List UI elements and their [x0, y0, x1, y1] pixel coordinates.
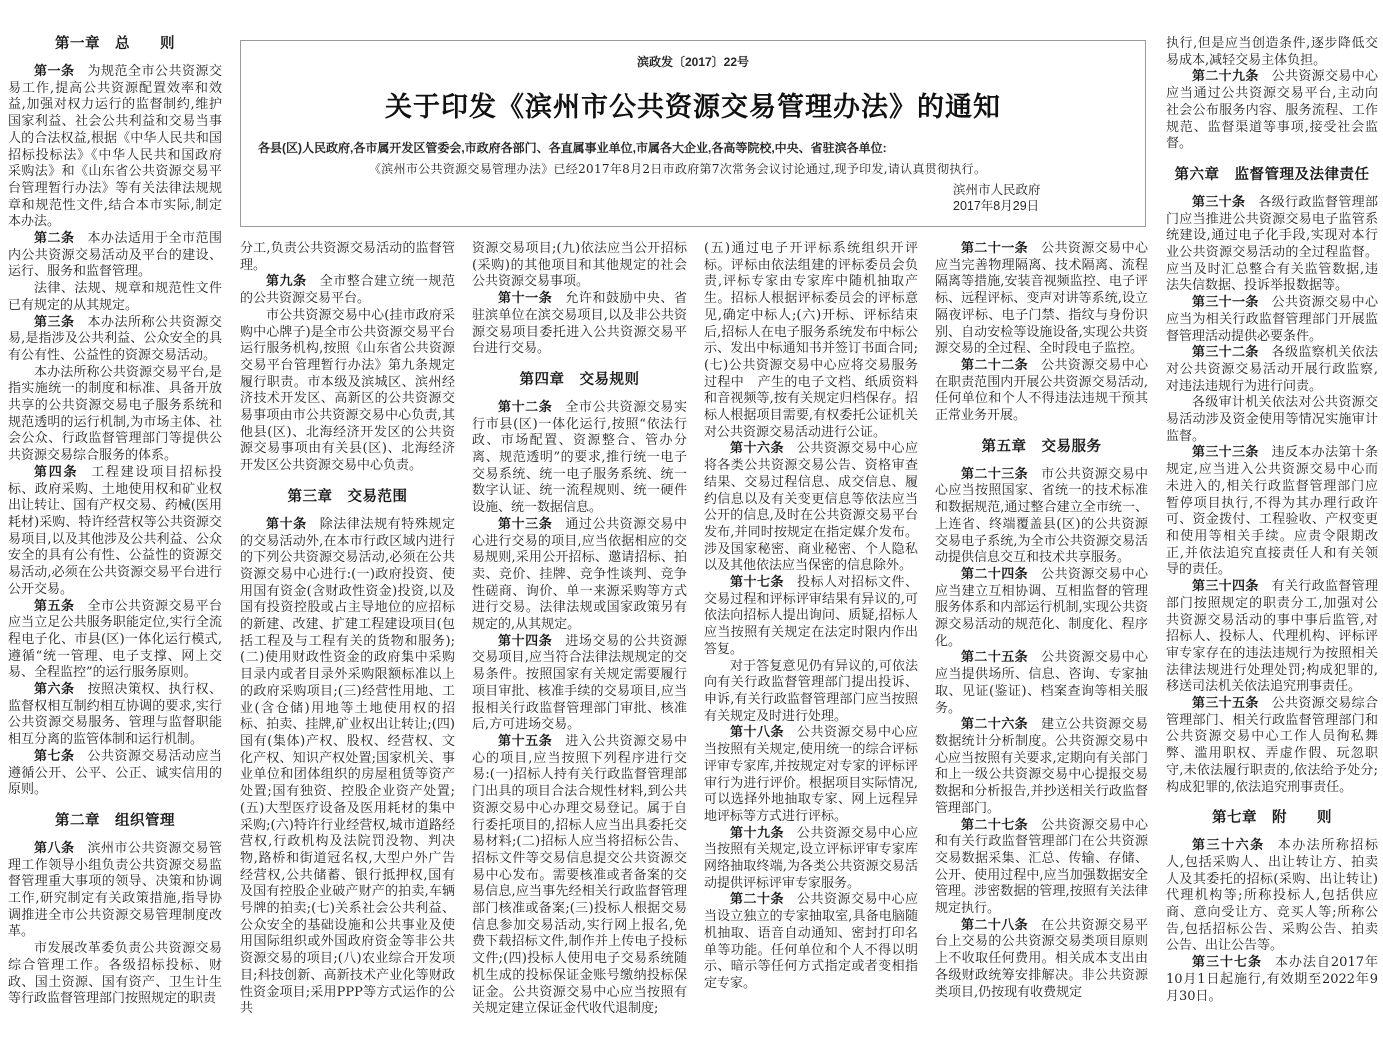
article-number: 第十一条 — [498, 291, 553, 307]
article-number: 第十六条 — [730, 441, 784, 457]
issue-date: 2017年8月29日 — [953, 199, 1040, 213]
article-text: 公共资源交易中心应当提供场所、信息、咨询、专家抽取、见证(鉴证)、档案查询等相关服务。 — [935, 650, 1148, 716]
article-text: 公共资源交易中心应当按照有关规定,使用统一的综合评标评审专家库,并按规定对专家的评标评审行为进行评价。根据项目实际情况,可以选择外地抽取专家、网上远程异地评标等方式进行评标。 — [704, 725, 918, 824]
article-paragraph — [472, 634, 687, 734]
document-number: 滨政发〔2017〕22号 — [636, 55, 750, 69]
article-paragraph — [935, 467, 1148, 567]
article-number: 第三十一条 — [1192, 295, 1259, 311]
text-column-5 — [935, 241, 1148, 1045]
article-paragraph — [472, 734, 687, 1018]
issuing-authority: 滨州市人民政府 — [953, 183, 1041, 197]
article-number: 第三十二条 — [1192, 345, 1259, 361]
article-text: 按照决策权、执行权、监督权相互制约相互协调的要求,实行公共资源交易服务、管理与监督职能相互分离的监管体制和运行机制。 — [8, 682, 222, 748]
article-text: 市公共资源交易中心(挂市政府采购中心牌子)是全市公共资源交易平台运行服务机构,按照《山东省公共资源交易平台管理暂行办法》第九条规定履行职责。市本级及滨城区、滨州经济技术开发区、高新区的公共资源交易事项由市公共资源交易中心负责,其他县(区)、北海经济开发区的公共资源交易事项由有关县(区)、北海经济开发区公共资源交易中心负责。 — [240, 307, 455, 474]
article-paragraph — [8, 841, 222, 941]
article-number: 第七条 — [34, 748, 75, 764]
paragraph — [240, 308, 455, 475]
article-paragraph — [935, 918, 1148, 1002]
article-number: 第二十六条 — [961, 717, 1029, 733]
article-number: 第二十二条 — [961, 357, 1029, 373]
article-text: 本办法所称公共资源交易,是指涉及公共利益、公众安全的具有公有性、公益性的资源交易活动。 — [8, 314, 222, 363]
article-number: 第五条 — [34, 598, 75, 614]
article-number: 第六条 — [34, 682, 75, 698]
article-number: 第八条 — [34, 840, 75, 856]
article-paragraph — [1166, 955, 1378, 1005]
article-number: 第十八条 — [730, 725, 784, 741]
article-text: 进入公共资源交易中心的项目,应当按照下列程序进行交易:(一)招标人持有关行政监督管理部门出具的项目合法合规性材料,到公共资源交易中心办理交易登记。属于自行委托项目的,招标人应当出具委托交易材料;(二)招标人应当将招标公告、招标文件等交易信息提交公共资源交易中心发布。需要核准或者备案的交易信息,应当事先经相关行政监督管理部门核准或备案;(三)投标人根据交易信息参加交易活动,实行网上报名,免费下载招标文件,制作并上传电子投标文件;(四)投标人使用电子交易系统随机生成的投标保证金账号缴纳投标保证金。公共资源交易中心应当按照有关规定建立保证金代收代退制度; — [472, 733, 687, 1017]
article-paragraph — [935, 567, 1148, 651]
article-number: 第二十五条 — [961, 650, 1029, 666]
article-text: 允许和鼓励中央、省驻滨单位在滨交易项目,以及非公共资源交易项目委托进入公共资源交易平台进行交易。 — [472, 291, 687, 357]
article-text: 本办法适用于全市范围内公共资源交易活动及平台的建设、运行、服务和监督管理。 — [8, 231, 222, 280]
article-text: 本办法所称招标人,包括采购人、出让转让方、拍卖人及其委托的招标(采购、出让转让)代理机构等;所称投标人,包括供应商、意向受让方、竞买人等;所称公告,包括招标公告、采购公告、拍卖公告、出让公告等。 — [1166, 838, 1378, 954]
article-text: 本办法自2017年10月1日起施行,有效期至2022年9月30日。 — [1166, 955, 1378, 1004]
article-number: 第三十四条 — [1192, 579, 1259, 595]
article-paragraph — [704, 575, 918, 659]
article-text: 公共资源交易中心和有关行政监督管理部门在公共资源交易数据采集、汇总、传输、存储、公开、使用过程中,应当加强数据安全管理。涉密数据的管理,按照有关法律规定执行。 — [935, 817, 1148, 917]
article-text: 通过公共资源交易中心进行交易的项目,应当依据相应的交易规则,采用公开招标、邀请招标、拍卖、竞价、挂牌、竞争性谈判、竞争性磋商、询价、单一来源采购等方式进行交易。法律法规或国家政策另有规定的,从其规定。 — [472, 516, 687, 633]
article-paragraph — [1166, 195, 1378, 295]
article-number: 第二十七条 — [961, 817, 1029, 833]
paragraph — [8, 281, 222, 314]
chapter-heading: 第五章 交易服务 — [981, 437, 1102, 455]
article-paragraph — [1166, 295, 1378, 345]
article-text: 公共资源交易中心应当完善物理隔离、技术隔离、流程隔离等措施,安装音视频监控、电子评标、远程评标、变声对讲等系统,设立隔夜评标、电子门禁、指纹与身份识别、自动安检等设施设备,实现公共资源交易的全过程、全时段电子监控。 — [935, 241, 1148, 357]
article-number: 第十四条 — [498, 633, 553, 649]
article-number: 第九条 — [266, 274, 307, 290]
continued-paragraph: 分工,负责公共资源交易活动的监督管理。 — [240, 241, 455, 273]
article-number: 第二十八条 — [961, 917, 1029, 933]
article-text: 除法律法规有特殊规定的交易活动外,在本市行政区域内进行的下列公共资源交易活动,必须在公共资源交易中心进行:(一)政府投资、使用国有资金(含财政性资金)投资,以及国有投资控股或占主导地位的应招标的新建、改建、扩建工程建设项目(包括工程及与工程有关的货物和服务);(二)使用财政性资金的政府集中采购目录内或者目录外采购限额标准以上的政府采购项目;(三)经营性用地、工业(含仓储)用地等土地使用权的招标、拍卖、挂牌,矿业权出让转让;(四)国有(集体)产权、股权、经营权、文化产权、知识产权处置;国家机关、事业单位和团体组织的房屋租赁等资产处置;国有独资、控股企业资产处置;(五)大型医疗设备及医用耗材的集中采购;(六)特许行业经营权,城市道路经营权,行政机构及法院罚没物、判决物,路桥和街道冠名权,大型户外广告经营权,公共储蓄、银行抵押权,国有及国有控股企业破产财产的拍卖,车辆号牌的拍卖;(七)关系社会公共利益、公众安全的基础设施和公共事业及使用国际组织或外国政府资金等非公共资源交易的项目;(八)农业综合开发项目;科技创新、高新技术产业化等财政性资金项目;采用PPP等方式运作的公共 — [240, 516, 455, 1017]
article-text: 市公共资源交易中心应当按照国家、省统一的技术标准和数据规范,通过整合建立全市统一、上连省、终端覆盖县(区)的公共资源交易电子系统,为全市公共资源交易活动提供信息交互和技术共享服务。 — [935, 466, 1148, 566]
article-text: 滨州市公共资源交易管理工作领导小组负责公共资源交易监督管理重大事项的领导、决策和协调工作,研究制定有关政策措施,指导协调推进全市公共资源交易管理制度改革。 — [8, 840, 222, 940]
article-number: 第二十条 — [730, 892, 784, 908]
notice-addressee: 各县(区)人民政府,各市属开发区管委会,市政府各部门、各直属事业单位,市属各大企业,各高等院校,中央、省驻滨各单位: — [258, 141, 887, 155]
article-number: 第二十九条 — [1192, 69, 1259, 85]
article-text: 各级行政监督管理部门应当推进公共资源交易电子监管系统建设,通过电子化手段,实现对本行业公共资源交易活动的全过程监督。应当及时汇总整合有关监管数据,违法失信数据、投诉举报数据等。 — [1166, 194, 1378, 294]
article-number: 第十九条 — [730, 825, 784, 841]
notice-title: 关于印发《滨州市公共资源交易管理办法》的通知 — [385, 92, 1001, 122]
article-text: 全市公共资源交易平台应当立足公共服务职能定位,实行全流程电子化、市县(区)一体化运行模式,遵循“统一管理、电子支撑、网上交易、全程监控”的运行服务原则。 — [8, 598, 222, 681]
paragraph — [1166, 395, 1378, 445]
article-text: 全市整合建立统一规范的公共资源交易平台。 — [240, 274, 455, 307]
article-paragraph — [704, 826, 918, 893]
article-number: 第十二条 — [498, 399, 553, 415]
article-paragraph — [8, 465, 222, 599]
article-number: 第十三条 — [498, 516, 553, 532]
text-column-6 — [1166, 36, 1378, 1045]
article-text: 法律、法规、规章和规范性文件已有规定的从其规定。 — [8, 281, 222, 313]
article-text: 对于答复意见仍有异议的,可依法向有关行政监督管理部门提出投诉、申诉,有关行政监督管理部门应当按照有关规定及时进行处理。 — [704, 658, 918, 724]
article-paragraph — [8, 315, 222, 365]
article-paragraph — [1166, 445, 1378, 579]
article-paragraph — [472, 517, 687, 634]
continued-paragraph: 资源交易项目;(九)依法应当公开招标(采购)的其他项目和其他规定的社会公共资源交易事项。 — [472, 241, 687, 290]
article-paragraph — [704, 725, 918, 825]
article-text: 各级监察机关依法对公共资源交易活动开展行政监察,对违法违规行为进行问责。 — [1166, 345, 1378, 394]
chapter-heading: 第三章 交易范围 — [287, 487, 408, 505]
notice-body: 《滨州市公共资源交易管理办法》已经2017年8月2日市政府第7次常务会议讨论通过,现予印发,请认真贯彻执行。 — [369, 162, 987, 176]
article-text: 各级审计机关依法对公共资源交易活动涉及资金使用等情况实施审计监督。 — [1166, 395, 1378, 444]
article-text: 公共资源交易活动应当遵循公开、公平、公正、诚实信用的原则。 — [8, 748, 222, 798]
article-paragraph — [8, 64, 222, 231]
article-text: 进场交易的公共资源交易项目,应当符合法律法规规定的交易条件。按照国家有关规定需要履行项目审批、核准手续的交易项目,应当报相关行政监督管理部门审批、核准后,方可进场交易。 — [472, 633, 687, 733]
paragraph — [8, 941, 222, 1008]
article-paragraph — [1166, 696, 1378, 796]
paragraph — [8, 365, 222, 465]
article-number: 第二十四条 — [961, 566, 1029, 582]
article-paragraph — [472, 400, 687, 517]
article-number: 第三十条 — [1192, 194, 1246, 210]
article-number: 第二十三条 — [961, 466, 1029, 482]
text-column-2 — [240, 241, 455, 1045]
text-column-1 — [8, 34, 222, 1045]
article-number: 第三条 — [34, 314, 75, 330]
article-paragraph — [935, 358, 1148, 425]
article-text: 公共资源交易中心应当建立互相协调、互相监督的管理服务体系和内部运行机制,实现公共资源交易活动的规范化、制度化、程序化。 — [935, 566, 1148, 649]
article-text: 全市公共资源交易实行市县(区)一体化运行,按照“依法行政、市场配置、资源整合、管办分离、规范透明”的要求,推行统一电子交易系统、统一电子服务系统、统一数字认证、统一流程规则、统一硬件设施、统一数据信息。 — [472, 399, 687, 516]
article-text: 在公共资源交易平台上交易的公共资源交易类项目原则上不收取任何费用。相关成本支出由各级财政统筹安排解决。非公共资源类项目,仍按现有收费规定 — [935, 917, 1148, 1000]
article-paragraph — [240, 517, 455, 1018]
article-text: 市发展改革委负责公共资源交易综合管理工作。各级招标投标、财政、国土资源、国有资产、卫生计生等行政监督管理部门按照规定的职责 — [8, 941, 222, 1007]
article-paragraph — [472, 291, 687, 358]
article-text: 公共资源交易综合管理部门、相关行政监督管理部门和公共资源交易中心工作人员徇私舞弊、滥用职权、弄虚作假、玩忽职守,未依法履行职责的,依法给予处分;构成犯罪的,依法追究刑事责任。 — [1166, 696, 1378, 795]
article-paragraph — [1166, 579, 1378, 696]
article-paragraph — [1166, 345, 1378, 395]
chapter-heading: 第二章 组织管理 — [55, 811, 175, 829]
article-number: 第三十六条 — [1192, 838, 1265, 854]
text-column-3 — [472, 241, 687, 1045]
article-text: 建立公共资源交易数据统计分析制度。公共资源交易中心应当按照有关要求,定期向有关部门和上一级公共资源交易中心提报交易数据和分析报告,并抄送相关行政监督管理部门。 — [935, 717, 1148, 816]
article-number: 第三十五条 — [1192, 696, 1259, 712]
article-paragraph — [935, 818, 1148, 918]
article-text: 违反本办法第十条规定,应当进入公共资源交易中心而未进入的,相关行政监督管理部门应暂停项目执行,不得为其办理行政许可、资金拨付、工程验收、产权变更和使用等相关手续。应责令限期改正,并依法追究直接责任人和有关领导的责任。 — [1166, 445, 1378, 578]
article-text: 公共资源交易中心应当通过公共资源交易平台,主动向社会公布服务内容、服务流程、工作规范、监督渠道等事项,接受社会监督。 — [1166, 69, 1378, 152]
article-text: 公共资源交易中心应将各类公共资源交易公告、资格审查结果、交易过程信息、成交信息、履约信息以及有关变更信息等依法应当公开的信息,及时在公共资源交易平台发布,并同时按规定在指定媒介发布。涉及国家秘密、商业秘密、个人隐私以及其他依法应当保密的信息除外。 — [704, 441, 918, 574]
article-text: 工程建设项目招标投标、政府采购、土地使用权和矿业权出让转让、国有产权交易、药械(医用耗材)采购、特许经营权等公共资源交易项目,以及其他涉及公共利益、公众安全的具有公有性、公益性的资源交易活动,必须在公共资源交易平台进行公开交易。 — [8, 464, 222, 597]
article-paragraph — [8, 682, 222, 749]
continued-paragraph: 执行,但是应当创造条件,逐步降低交易成本,减轻交易主体负担。 — [1166, 36, 1378, 68]
article-paragraph — [8, 231, 222, 281]
article-number: 第三十七条 — [1192, 955, 1262, 971]
article-text: 公共资源交易中心应当按照有关规定,设立评标评审专家库网络抽取终端,为各类公共资源交易活动提供评标评审专家服务。 — [704, 825, 918, 891]
article-text: 为规范全市公共资源交易工作,提高公共资源配置效率和效益,加强对权力运行的监督制约,维护国家利益、社会公共利益和交易当事人的合法权益,根据《中华人民共和国招标投标法》《中华人民共和国政府采购法》和《山东省公共资源交易平台管理暂行办法》等有关法律法规规章和规范性文件,结合本市实际,制定本办法。 — [8, 64, 222, 230]
article-paragraph — [1166, 69, 1378, 153]
article-paragraph — [704, 892, 918, 992]
continued-paragraph: (五)通过电子开评标系统组织开评标。评标由依法组建的评标委员会负责,评标专家由专家库中随机抽取产生。招标人根据评标委员会的评标意见,确定中标人;(六)开标、评标结束后,招标人在电子服务系统发布中标公示、发出中标通知书并签订书面合同;(七)公共资源交易中心应将交易服务过程中 产生的电子文档、纸质资料和音视频等,按有关规定归档保存。招标人根据项目需要,有权委托公证机关对公共资源交易活动进行公证。 — [704, 241, 918, 440]
article-paragraph — [8, 599, 222, 683]
paragraph — [704, 659, 918, 726]
chapter-heading: 第六章 监督管理及法律责任 — [1174, 165, 1370, 183]
article-paragraph — [704, 441, 918, 575]
article-number: 第二条 — [34, 231, 75, 247]
article-text: 公共资源交易中心应当设立独立的专家抽取室,具备电脑随机抽取、语音自动通知、密封打印名单等功能。任何单位和个人不得以明示、暗示等任何方式指定或者变相指定专家。 — [704, 892, 918, 991]
article-number: 第十五条 — [498, 733, 553, 749]
article-paragraph — [935, 241, 1148, 358]
article-number: 第二十一条 — [961, 241, 1029, 256]
chapter-heading: 第一章 总 则 — [55, 35, 175, 52]
chapter-heading: 第七章 附 则 — [1212, 809, 1332, 827]
article-number: 第十条 — [266, 516, 307, 532]
article-paragraph — [935, 650, 1148, 717]
article-paragraph — [240, 274, 455, 307]
article-number: 第三十三条 — [1192, 445, 1259, 461]
notice-box — [240, 40, 1146, 227]
article-text: 本办法所称公共资源交易平台,是指实施统一的制度和标准、具备开放共享的公共资源交易电子服务系统和规范透明的运行机制,为市场主体、社会公众、行政监督管理部门等提供公共资源交易综合服务的体系。 — [8, 364, 222, 464]
article-number: 第四条 — [34, 464, 79, 480]
article-paragraph — [1166, 838, 1378, 955]
text-column-4 — [704, 241, 918, 1045]
article-number: 第十七条 — [730, 575, 784, 591]
article-paragraph — [935, 717, 1148, 817]
article-number: 第一条 — [34, 64, 75, 79]
article-text: 公共资源交易中心应当为相关行政监督管理部门开展监督管理活动提供必要条件。 — [1166, 295, 1378, 344]
article-text: 投标人对招标文件、交易过程和评标评审结果有异议的,可依法向招标人提出询问、质疑,招标人应当按照有关规定在法定时限内作出答复。 — [704, 575, 918, 657]
article-paragraph — [8, 749, 222, 799]
article-text: 有关行政监督管理部门按照规定的职责分工,加强对公共资源交易活动的事中事后监管,对招标人、投标人、代理机构、评标评审专家存在的违法违规行为按照相关法律法规进行处理处罚;构成犯罪的,移送司法机关依法追究刑事责任。 — [1166, 579, 1378, 695]
article-text: 公共资源交易中心在职责范围内开展公共资源交易活动,任何单位和个人不得违法违规干预其正常业务开展。 — [935, 357, 1148, 424]
chapter-heading: 第四章 交易规则 — [519, 370, 640, 388]
